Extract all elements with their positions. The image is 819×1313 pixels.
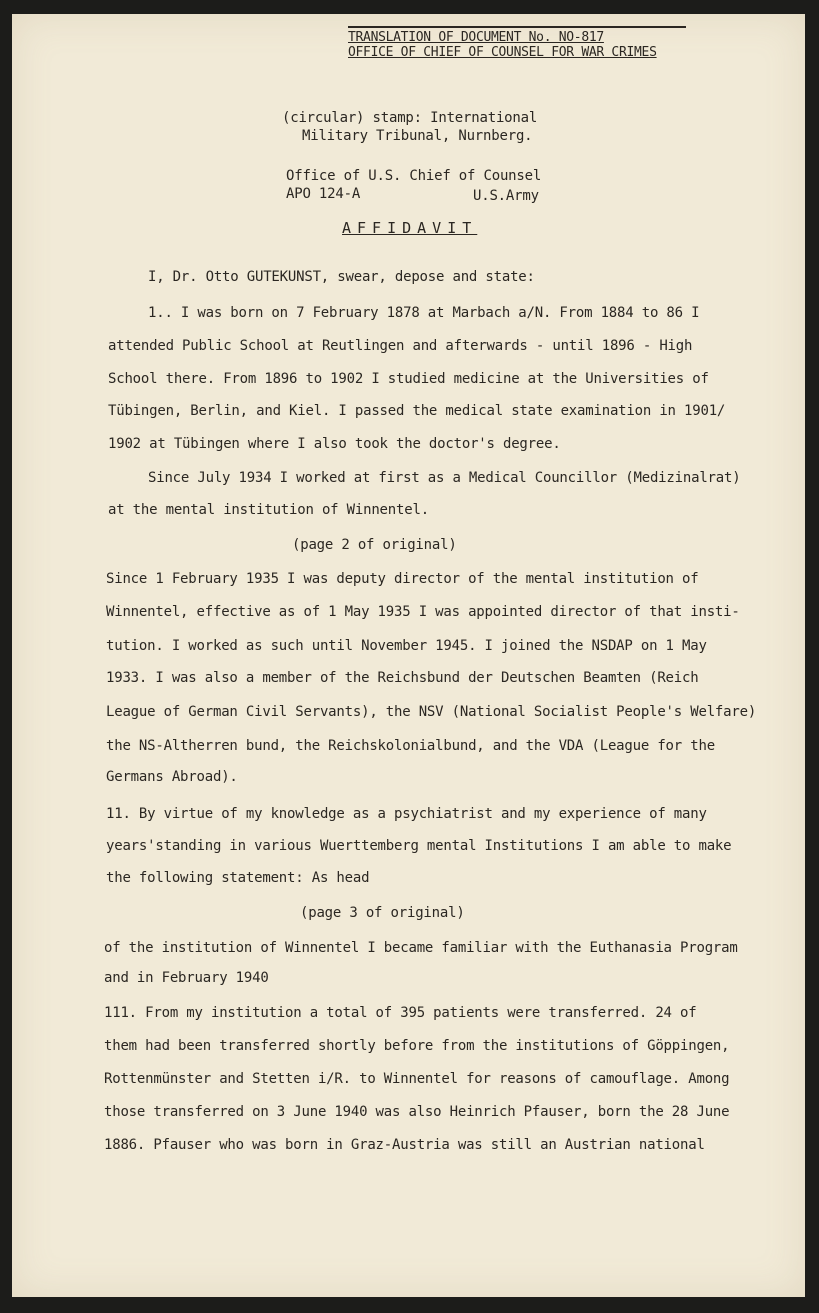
body-line-11: Winnentel, effective as of 1 May 1935 I was appointed director of that insti- (106, 604, 740, 620)
body-line-16: Germans Abroad). (106, 769, 238, 785)
document-title: AFFIDAVIT (342, 219, 478, 237)
body-line-01: I, Dr. Otto GUTEKUNST, swear, depose and state: (148, 269, 535, 285)
body-line-21: of the institution of Winnentel I became familiar with the Euthanasia Program (104, 940, 738, 956)
body-line-14: League of German Civil Servants), the NSV (National Socialist People's Welfare) (106, 704, 757, 720)
body-line-15: the NS-Altherren bund, the Reichskolonialbund, and the VDA (League for the (106, 738, 715, 754)
body-line-08: at the mental institution of Winnentel. (108, 502, 429, 518)
page-marker-2: (page 2 of original) (292, 537, 457, 553)
body-line-02: 1.. I was born on 7 February 1878 at Marbach a/N. From 1884 to 86 I (148, 305, 700, 321)
body-line-19: the following statement: As head (106, 870, 370, 886)
body-line-07: Since July 1934 I worked at first as a Medical Councillor (Medizinalrat) (148, 470, 741, 486)
office-apo: APO 124-A (286, 186, 361, 202)
header-line-2: OFFICE OF CHIEF OF COUNSEL FOR WAR CRIMES (348, 45, 657, 60)
office-army: U.S.Army (473, 188, 539, 204)
stamp-line-2: Military Tribunal, Nurnberg. (302, 128, 533, 144)
body-line-12: tution. I worked as such until November 1945. I joined the NSDAP on 1 May (106, 638, 707, 654)
body-line-10: Since 1 February 1935 I was deputy director of the mental institution of (106, 571, 699, 587)
body-line-03: attended Public School at Reutlingen and afterwards - until 1896 - High (108, 338, 693, 354)
body-line-13: 1933. I was also a member of the Reichsbund der Deutschen Beamten (Reich (106, 670, 699, 686)
body-line-22: and in February 1940 (104, 970, 269, 986)
body-line-25: Rottenmünster and Stetten i/R. to Winnentel for reasons of camouflage. Among (104, 1071, 730, 1087)
body-line-27: 1886. Pfauser who was born in Graz-Austria was still an Austrian national (104, 1137, 705, 1153)
body-line-04: School there. From 1896 to 1902 I studied medicine at the Universities of (108, 371, 709, 387)
body-line-23: 111. From my institution a total of 395 patients were transferred. 24 of (104, 1005, 697, 1021)
body-line-17: 11. By virtue of my knowledge as a psychiatrist and my experience of many (106, 806, 707, 822)
body-line-18: years'standing in various Wuerttemberg mental Institutions I am able to make (106, 838, 732, 854)
office-line-1: Office of U.S. Chief of Counsel (286, 168, 542, 184)
body-line-26: those transferred on 3 June 1940 was also Heinrich Pfauser, born the 28 June (104, 1104, 730, 1120)
page-marker-3: (page 3 of original) (300, 905, 465, 921)
header-line-1: TRANSLATION OF DOCUMENT No. NO-817 (348, 26, 686, 45)
body-line-05: Tübingen, Berlin, and Kiel. I passed the medical state examination in 1901/ (108, 403, 726, 419)
body-line-24: them had been transferred shortly before from the institutions of Göppingen, (104, 1038, 730, 1054)
body-line-06: 1902 at Tübingen where I also took the doctor's degree. (108, 436, 561, 452)
stamp-line-1: (circular) stamp: International (282, 110, 538, 126)
